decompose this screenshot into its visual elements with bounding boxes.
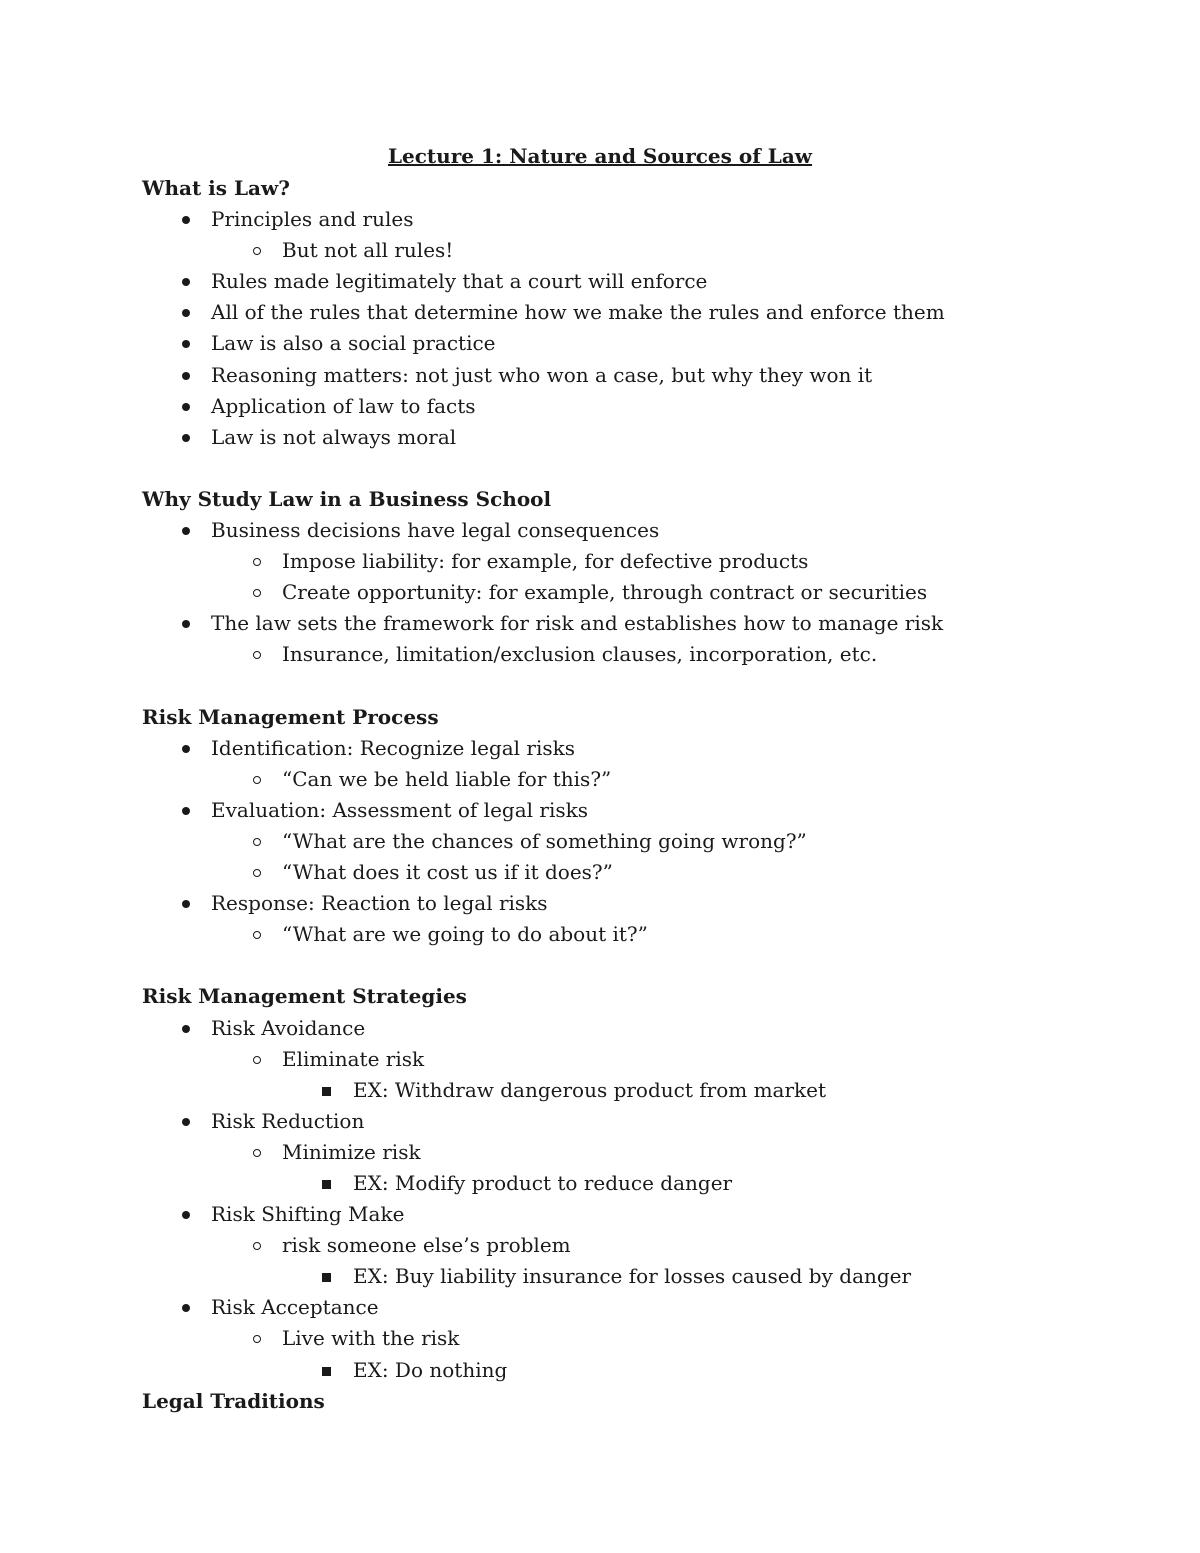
blank-line xyxy=(142,453,1142,484)
list-item-text: Minimize risk xyxy=(282,1139,421,1164)
filled-bullet-icon xyxy=(182,527,190,535)
filled-bullet-icon xyxy=(182,1211,190,1219)
list-item xyxy=(142,1230,1142,1261)
list-item-text: “What are we going to do about it?” xyxy=(282,922,648,947)
list-item xyxy=(142,733,1142,764)
list-item-text: EX: Withdraw dangerous product from market xyxy=(353,1077,827,1102)
list-item-text: Application of law to facts xyxy=(211,393,476,418)
list-item-text: All of the rules that determine how we make the rules and enforce them xyxy=(211,300,945,325)
document-title: Lecture 1: Nature and Sources of Law xyxy=(387,144,813,168)
square-bullet-icon xyxy=(322,1367,331,1376)
section-heading: What is Law? xyxy=(142,176,290,200)
hollow-bullet-icon xyxy=(253,589,261,597)
list-item xyxy=(142,1106,1142,1137)
list-item-text: Principles and rules xyxy=(211,207,414,232)
list-item xyxy=(142,204,1142,235)
list-item xyxy=(142,608,1142,639)
hollow-bullet-icon xyxy=(253,247,261,255)
list-item-text: Create opportunity: for example, through contract or securities xyxy=(282,580,928,605)
list-item-text: Insurance, limitation/exclusion clauses, incorporation, etc. xyxy=(282,642,878,667)
hollow-bullet-icon xyxy=(253,1149,261,1157)
blank-line xyxy=(142,950,1142,981)
section-heading: Risk Management Process xyxy=(142,704,439,729)
list-item xyxy=(142,360,1142,391)
list-item-text: Business decisions have legal consequences xyxy=(211,518,660,543)
filled-bullet-icon xyxy=(182,620,190,628)
list-item xyxy=(142,1013,1142,1044)
blank-line xyxy=(142,671,1142,702)
list-item xyxy=(142,1137,1142,1168)
filled-bullet-icon xyxy=(182,372,190,380)
list-item xyxy=(142,1168,1142,1199)
list-item-text: Live with the risk xyxy=(282,1326,460,1351)
filled-bullet-icon xyxy=(182,340,190,348)
list-item xyxy=(142,1261,1142,1292)
square-bullet-icon xyxy=(322,1180,331,1189)
list-item-text: Risk Acceptance xyxy=(211,1295,379,1320)
list-item xyxy=(142,297,1142,328)
list-item-text: Impose liability: for example, for defective products xyxy=(282,549,809,574)
list-item xyxy=(142,1075,1142,1106)
hollow-bullet-icon xyxy=(253,776,261,784)
list-item xyxy=(142,919,1142,950)
filled-bullet-icon xyxy=(182,278,190,286)
list-item-text: EX: Do nothing xyxy=(353,1357,508,1382)
section-heading: Legal Traditions xyxy=(142,1388,325,1413)
list-item-text: Eliminate risk xyxy=(282,1046,425,1071)
section-heading: Why Study Law in a Business School xyxy=(142,486,552,511)
list-item xyxy=(142,266,1142,297)
hollow-bullet-icon xyxy=(253,1056,261,1064)
list-item xyxy=(142,546,1142,577)
list-item xyxy=(142,639,1142,670)
list-item-text: Risk Avoidance xyxy=(211,1015,366,1040)
document-body xyxy=(142,173,1142,1417)
list-item xyxy=(142,391,1142,422)
filled-bullet-icon xyxy=(182,1025,190,1033)
list-item-text: EX: Modify product to reduce danger xyxy=(353,1171,733,1195)
filled-bullet-icon xyxy=(182,900,190,908)
hollow-bullet-icon xyxy=(253,558,261,566)
list-item-text: Evaluation: Assessment of legal risks xyxy=(211,797,589,822)
section-heading: Risk Management Strategies xyxy=(142,984,467,1009)
list-item-text: “Can we be held liable for this?” xyxy=(282,766,612,791)
list-item xyxy=(142,795,1142,826)
hollow-bullet-icon xyxy=(253,1335,261,1343)
filled-bullet-icon xyxy=(182,1118,190,1126)
list-item-text: EX: Buy liability insurance for losses caused by danger xyxy=(353,1264,912,1289)
list-item-text: risk someone else’s problem xyxy=(282,1233,571,1258)
list-item-text: Response: Reaction to legal risks xyxy=(211,891,548,916)
list-item-text: Risk Shifting Make xyxy=(211,1202,405,1227)
list-item xyxy=(142,1355,1142,1386)
list-item xyxy=(142,826,1142,857)
list-item xyxy=(142,422,1142,453)
list-item-text: “What does it cost us if it does?” xyxy=(282,860,613,885)
list-item-text: Reasoning matters: not just who won a case, but why they won it xyxy=(211,362,873,387)
hollow-bullet-icon xyxy=(253,869,261,877)
list-item xyxy=(142,235,1142,266)
list-item-text: Risk Reduction xyxy=(211,1108,365,1133)
list-item-text: Identification: Recognize legal risks xyxy=(211,735,576,760)
list-item xyxy=(142,1199,1142,1230)
list-item xyxy=(142,577,1142,608)
list-item-text: “What are the chances of something going wrong?” xyxy=(282,828,807,853)
list-item xyxy=(142,857,1142,888)
hollow-bullet-icon xyxy=(253,931,261,939)
filled-bullet-icon xyxy=(182,309,190,317)
list-item xyxy=(142,1044,1142,1075)
list-item xyxy=(142,888,1142,919)
filled-bullet-icon xyxy=(182,216,190,224)
hollow-bullet-icon xyxy=(253,651,261,659)
list-item xyxy=(142,1323,1142,1354)
square-bullet-icon xyxy=(322,1087,331,1096)
hollow-bullet-icon xyxy=(253,838,261,846)
filled-bullet-icon xyxy=(182,807,190,815)
filled-bullet-icon xyxy=(182,403,190,411)
list-item-text: Law is not always moral xyxy=(211,424,457,449)
list-item-text: Rules made legitimately that a court will enforce xyxy=(211,269,708,294)
list-item xyxy=(142,1292,1142,1323)
filled-bullet-icon xyxy=(182,745,190,753)
list-item-text: Law is also a social practice xyxy=(211,331,496,356)
filled-bullet-icon xyxy=(182,1304,190,1312)
filled-bullet-icon xyxy=(182,434,190,442)
list-item xyxy=(142,515,1142,546)
square-bullet-icon xyxy=(322,1273,331,1282)
list-item-text: The law sets the framework for risk and establishes how to manage risk xyxy=(211,611,944,636)
list-item-text: But not all rules! xyxy=(282,238,454,263)
list-item xyxy=(142,764,1142,795)
hollow-bullet-icon xyxy=(253,1242,261,1250)
list-item xyxy=(142,328,1142,359)
